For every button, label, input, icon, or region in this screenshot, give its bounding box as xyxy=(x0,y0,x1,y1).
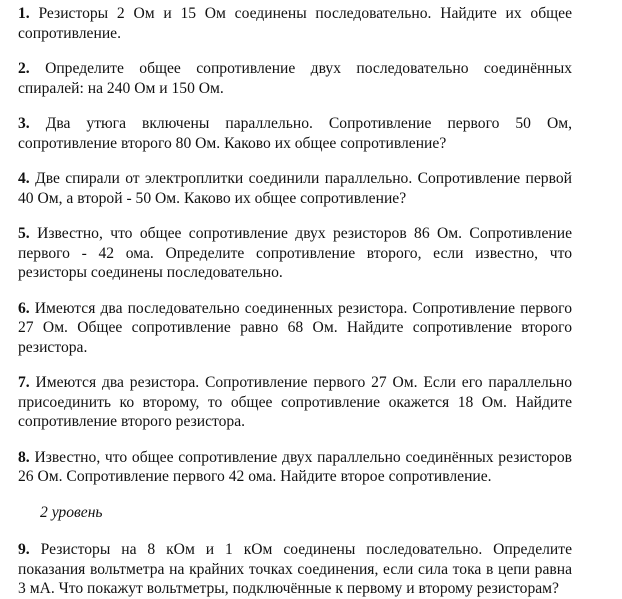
problem-text: Известно, что общее сопротивление двух параллельно соединённых резисторов 26 Ом. Сопротивление первого 42 ома. Найдите второе сопротивление. xyxy=(18,448,573,485)
problem-5 xyxy=(18,224,572,283)
problem-number: 8. xyxy=(18,448,30,466)
level-heading: 2 уровень xyxy=(40,503,103,521)
problem-text: Два утюга включены параллельно. Сопротивление первого 50 Ом, сопротивление второго 80 Ом. Каково их общее сопротивление? xyxy=(18,115,572,152)
problem-6 xyxy=(18,299,572,358)
problem-number: 2. xyxy=(18,60,30,77)
problem-number: 3. xyxy=(18,115,30,132)
problem-text: Известно, что общее сопротивление двух резисторов 86 Ом. Сопротивление первого - 42 ома. Определите сопротивление второго, если известно, что резисторы соединены последовательно. xyxy=(18,225,572,281)
problem-3 xyxy=(18,114,572,153)
problem-number: 6. xyxy=(18,299,30,317)
problem-text: Резисторы 2 Ом и 15 Ом соединены последовательно. Найдите их общее сопротивление. xyxy=(18,5,572,42)
problem-text: Имеются два резистора. Сопротивление первого 27 Ом. Если его параллельно присоединить ко второму, то общее сопротивление окажется 18 Ом. Найдите сопротивление второго резистора. xyxy=(18,374,572,430)
problem-number: 5. xyxy=(18,225,30,242)
problem-number: 1. xyxy=(18,5,30,22)
problem-number: 9. xyxy=(18,541,30,558)
problem-4 xyxy=(18,169,572,208)
problem-7 xyxy=(18,373,572,432)
problem-text: Имеются два последовательно соединенных резистора. Сопротивление первого 27 Ом. Общее сопротивление равно 68 Ом. Найдите сопротивление второго резистора. xyxy=(18,299,572,356)
problem-2 xyxy=(18,59,572,98)
problem-8 xyxy=(18,448,572,487)
problem-text: Определите общее сопротивление двух последовательно соединённых спиралей: на 240 Ом и 150 Ом. xyxy=(18,60,573,97)
problem-number: 4. xyxy=(18,170,30,187)
problem-number: 7. xyxy=(18,374,30,391)
problem-9 xyxy=(18,540,572,599)
problem-text: Две спирали от электроплитки соединили параллельно. Сопротивление первой 40 Ом, а второй - 50 Ом. Каково их общее сопротивление? xyxy=(18,170,572,207)
problem-text: Резисторы на 8 кОм и 1 кОм соединены последовательно. Определите показания вольтметра на крайних точках соединения, если сила тока в цепи равна 3 мА. Что покажут вольтметры, подключённые к первому и второму резисторам? xyxy=(18,541,572,597)
problem-1 xyxy=(18,4,572,43)
